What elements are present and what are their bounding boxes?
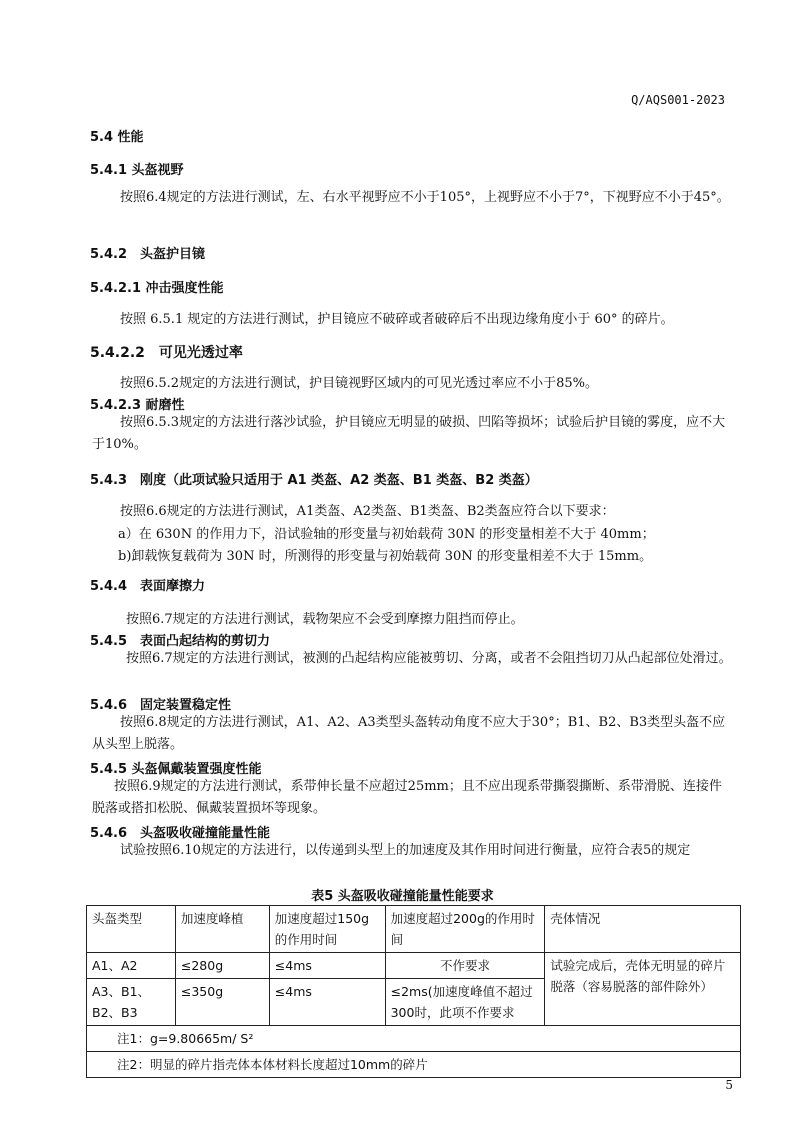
section-heading-5-4-5: 5.4.5 表面凸起结构的剪切力 bbox=[90, 634, 271, 649]
section-heading-5-4: 5.4 性能 bbox=[90, 130, 144, 145]
table-cell: ≤4ms bbox=[269, 953, 385, 979]
section-heading-5-4-6-impact: 5.4.6 头盔吸收碰撞能量性能 bbox=[90, 826, 271, 841]
table-cell: ≤280g bbox=[175, 953, 269, 979]
paragraph-5-4-4: 按照6.7规定的方法进行测试，载物架应不会受到摩擦力阻挡而停止。 bbox=[126, 612, 524, 627]
paragraph-5-4-5: 按照6.7规定的方法进行测试，被测的凸起结构应能被剪切、分离，或者不会阻挡切刀从凸起部位处滑过。 bbox=[126, 651, 732, 666]
section-heading-5-4-2: 5.4.2 头盔护目镜 bbox=[90, 247, 206, 262]
table-header-cell: 加速度超过200g的作用时间 bbox=[385, 906, 545, 953]
table-note-1: 注1：g=9.80665m/ S² bbox=[87, 1026, 741, 1052]
section-heading-5-4-6: 5.4.6 固定装置稳定性 bbox=[90, 698, 232, 713]
table-cell-shell-condition: 试验完成后，壳体无明显的碎片脱落（容易脱落的部件除外） bbox=[545, 953, 741, 1026]
table-cell: ≤350g bbox=[175, 979, 269, 1026]
paragraph-5-4-2-1: 按照 6.5.1 规定的方法进行测试，护目镜应不破碎或者破碎后不出现边缘角度小于 60° 的碎片。 bbox=[120, 312, 674, 327]
table-header-cell: 加速度峰植 bbox=[175, 906, 269, 953]
table-note-2: 注2：明显的碎片指壳体本体材料长度超过10mm的碎片 bbox=[87, 1052, 741, 1078]
table-row bbox=[87, 953, 741, 979]
paragraph-5-4-2-3: 按照6.5.3规定的方法进行落沙试验，护目镜应无明显的破损、凹陷等损坏；试验后护目镜的雾度，应不大于10%。 bbox=[92, 415, 726, 452]
table-note-row bbox=[87, 1052, 741, 1078]
section-heading-5-4-2-3: 5.4.2.3 耐磨性 bbox=[90, 398, 185, 413]
section-heading-5-4-4: 5.4.4 表面摩擦力 bbox=[90, 579, 206, 594]
paragraph-5-4-3-a: a）在 630N 的作用力下，沿试验轴的形变量与初始载荷 30N 的形变量相差不大于 40mm； bbox=[118, 527, 655, 542]
impact-energy-table bbox=[86, 905, 741, 1078]
paragraph-5-4-1: 按照6.4规定的方法进行测试，左、右水平视野应不小于105°，上视野应不小于7°，下视野应不小于45°。 bbox=[120, 190, 730, 205]
table-header-row bbox=[87, 906, 741, 953]
paragraph-5-4-5-helmet-strap: 按照6.9规定的方法进行测试，系带伸长量不应超过25mm；且不应出现系带撕裂撕断、系带滑脱、连接件脱落或搭扣松脱、佩戴装置损坏等现象。 bbox=[92, 779, 722, 816]
table-cell: ≤2ms(加速度峰值不超过300时，此项不作要求 bbox=[385, 979, 545, 1026]
section-heading-5-4-2-2: 5.4.2.2 可见光透过率 bbox=[90, 345, 243, 361]
table-note-row bbox=[87, 1026, 741, 1052]
paragraph-5-4-6: 按照6.8规定的方法进行测试，A1、A2、A3类型头盔转动角度不应大于30°；B1、B2、B3类型头盔不应从头型上脱落。 bbox=[92, 715, 726, 752]
table-cell: 不作要求 bbox=[385, 953, 545, 979]
section-heading-5-4-3: 5.4.3 刚度（此项试验只适用于 A1 类盔、A2 类盔、B1 类盔、B2 类盔） bbox=[90, 473, 538, 488]
paragraph-5-4-3-b: b)卸载恢复载荷为 30N 时，所测得的形变量与初始载荷 30N 的形变量相差不大于 15mm。 bbox=[118, 549, 653, 564]
paragraph-5-4-2-2: 按照6.5.2规定的方法进行测试，护目镜视野区域内的可见光透过率应不小于85%。 bbox=[120, 376, 598, 391]
paragraph-5-4-3: 按照6.6规定的方法进行测试，A1类盔、A2类盔、B1类盔、B2类盔应符合以下要求： bbox=[120, 504, 615, 519]
section-heading-5-4-1: 5.4.1 头盔视野 bbox=[90, 163, 184, 178]
table-header-cell: 头盔类型 bbox=[87, 906, 176, 953]
section-heading-5-4-2-1: 5.4.2.1 冲击强度性能 bbox=[90, 281, 224, 296]
table-cell: A1、A2 bbox=[87, 953, 176, 979]
table-header-cell: 壳体情况 bbox=[545, 906, 741, 953]
paragraph-5-4-6-impact: 试验按照6.10规定的方法进行，以传递到头型上的加速度及其作用时间进行衡量，应符合表5的规定 bbox=[120, 843, 691, 858]
page-number: 5 bbox=[725, 1078, 733, 1092]
section-heading-5-4-5-helmet-strap: 5.4.5 头盔佩戴装置强度性能 bbox=[90, 762, 262, 777]
table-cell: ≤4ms bbox=[269, 979, 385, 1026]
table-header-cell: 加速度超过150g的作用时间 bbox=[269, 906, 385, 953]
document-code: Q/AQS001-2023 bbox=[631, 93, 725, 107]
table-caption: 表5 头盔吸收碰撞能量性能要求 bbox=[311, 889, 494, 904]
table-cell: A3、B1、B2、B3 bbox=[87, 979, 176, 1026]
